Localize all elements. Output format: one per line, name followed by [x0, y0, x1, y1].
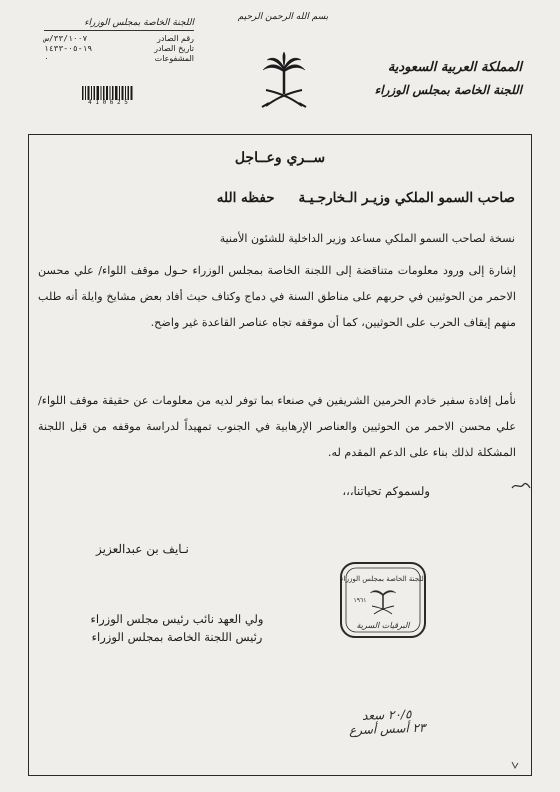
blessing: حفظه الله: [216, 190, 275, 206]
classification-label: ســري وعــاجل: [234, 150, 326, 166]
addressee: صاحب السمو الملكي وزيـر الـخارجـيـة: [298, 190, 515, 206]
handwritten-note: [332, 706, 443, 738]
corner-mark-icon: [510, 760, 520, 770]
kingdom-name: المملكة العربية السعودية: [387, 60, 522, 75]
reference-box-title: اللجنة الخاصة بمجلس الوزراء: [44, 18, 194, 31]
barcode-number: 4 1 0 6 2 5: [88, 99, 128, 106]
official-stamp-icon: [338, 560, 428, 640]
paragraph-1: إشارة إلى ورود معلومات متناقضة إلى اللجنة الخاصة بمجلس الوزراء حـول موقف اللواء/ علي محسن الاحمر من الحوثيين في حربهم على مناطق السنة في دماج وكتاف حيث أفاد بعض مشايخ وايلة أنه طلب منهم إيقاف الحرب على الحوثيين، كما أن موقفه تجاه عناصر القاعدة غير واضح.: [38, 264, 516, 329]
sender-header: [352, 60, 522, 97]
signer-title-block: [42, 610, 312, 646]
copy-to-line: نسخة لصاحب السمو الملكي مساعد وزير الداخلية للشئون الأمنية: [219, 232, 515, 245]
stamp-top-text: اللجنة الخاصة بمجلس الوزراء: [340, 575, 426, 583]
attachments-row: [44, 54, 194, 63]
ref-number-value: ٣٣/١٠٠٧/س: [44, 34, 88, 43]
bismillah-header: بسم الله الرحمن الرحيم: [237, 12, 329, 22]
ref-date-row: [44, 44, 194, 53]
handwritten-initial-icon: [510, 480, 532, 492]
stamp-bottom-text: البرقيات السرية: [356, 621, 410, 630]
paragraph-2: نأمل إفادة سفير خادم الحرمين الشريفين في صنعاء بما توفر لديه من معلومات عن حقيقة موقف اللواء/ علي محسن الاحمر من الحوثيين والعناصر الإرهابية في الجنوب تمهيداً لدراسة موقفه من قبل اللجنة المشكلة لذلك بناء على الدعم المقدم له.: [38, 394, 516, 459]
attachments-label: المشفوعات: [154, 54, 194, 63]
committee-name: اللجنة الخاصة بمجلس الوزراء: [374, 83, 522, 97]
handwritten-note-line-1: ٢٠/٥ سعد: [361, 707, 412, 723]
ref-date-value: ١٩-٠٥-١٤٣٣: [44, 44, 93, 53]
stamp-year: ١٩٦١: [353, 597, 367, 604]
signer-title-line-2: رئيس اللجنة الخاصة بمجلس الوزراء: [91, 630, 263, 644]
attachments-value: ٠: [44, 54, 49, 63]
addressee-line: [217, 190, 515, 206]
ref-number-row: [44, 34, 194, 43]
handwritten-note-line-2: ٢٣ أسس أسرع: [348, 720, 426, 738]
ref-date-label: تاريخ الصادر: [154, 44, 194, 53]
signer-name: نـايف بن عبدالعزيز: [96, 542, 189, 556]
saudi-emblem-icon: [258, 50, 310, 110]
barcode-icon: [82, 86, 134, 100]
ref-number-label: رقم الصادر: [156, 34, 194, 43]
closing-line: ولسموكم تحياتنا،،،: [342, 484, 430, 498]
signer-title-line-1: ولي العهد نائب رئيس مجلس الوزراء: [90, 612, 264, 626]
reference-box: [44, 18, 194, 64]
